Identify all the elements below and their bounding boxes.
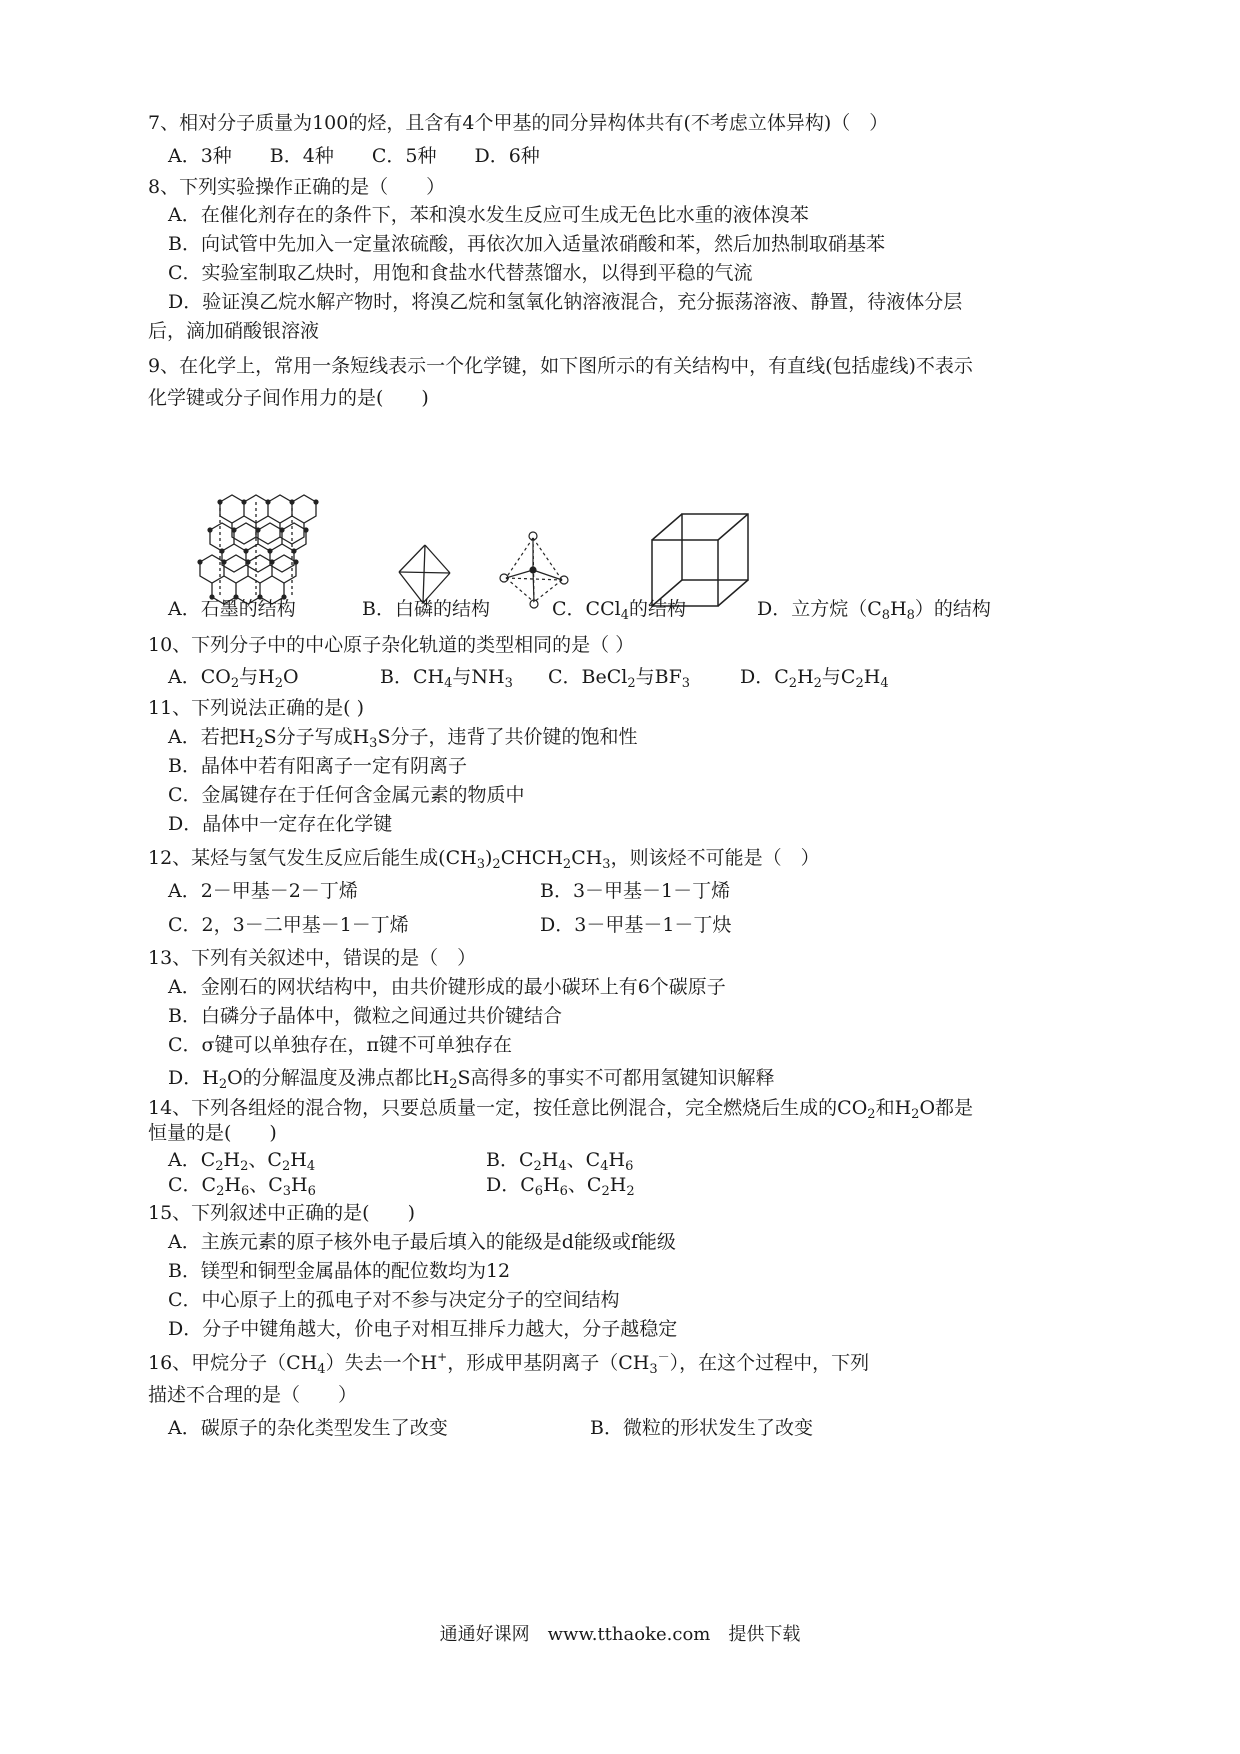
q10-option-a: A．$CO_2$与$H_2O$ <box>168 666 299 691</box>
q9-stem: 9、在化学上，常用一条短线表示一个化学键，如下图所示的有关结构中，有直线(包括虚线)不表示 <box>148 355 973 377</box>
q11-option-b: B．晶体中若有阳离子一定有阴离子 <box>168 755 467 777</box>
q14-option-d: D．$C_6H_6$、$C_2H_2$ <box>486 1174 635 1199</box>
q15-option-b: B．镁型和铜型金属晶体的配位数均为12 <box>168 1260 511 1282</box>
q14-stem-cont: 恒量的是( ) <box>148 1122 277 1144</box>
q10-option-d: D．$C_2H_2$与$C_2H_4$ <box>740 666 889 691</box>
q16-stem: 16、甲烷分子$(CH_4)$失去一个H+，形成甲基阴离子$(CH_3^-)$，在这个过程中，下列 <box>148 1350 870 1377</box>
q8-stem: 8、下列实验操作正确的是（ ） <box>148 176 446 198</box>
q14-option-b: B．$C_2H_4$、$C_4H_6$ <box>486 1149 634 1174</box>
q9-option-a: A．石墨的结构 <box>168 598 296 620</box>
q15-option-a: A．主族元素的原子核外电子最后填入的能级是d能级或f能级 <box>168 1231 676 1253</box>
q11-stem: 11、下列说法正确的是( ) <box>148 697 365 719</box>
q8-option-d: D．验证溴乙烷水解产物时，将溴乙烷和氢氧化钠溶液混合，充分振荡溶液、静置，待液体分层 <box>168 291 963 313</box>
q12-stem: 12、某烃与氢气发生反应后能生成$(CH_3)_2CHCH_2CH_3$，则该烃不可能是（ ） <box>148 847 820 872</box>
q10-stem: 10、下列分子中的中心原子杂化轨道的类型相同的是（ ） <box>148 634 635 656</box>
white-phosphorus-structure-image <box>399 545 450 603</box>
q12-option-a: A．2－甲基－2－丁烯 <box>168 880 358 902</box>
q15-option-c: C．中心原子上的孤电子对不参与决定分子的空间结构 <box>168 1289 620 1311</box>
q9-option-d: D．立方烷$(C_8H_8)$的结构 <box>757 598 991 623</box>
cubane-structure-image <box>652 514 748 606</box>
q11-option-c: C．金属键存在于任何含金属元素的物质中 <box>168 784 525 806</box>
page-footer: 通通好课网 www.tthaoke.com 提供下载 <box>439 1624 801 1645</box>
q12-option-d: D．3－甲基－1－丁炔 <box>540 914 732 936</box>
q16-option-a: A．碳原子的杂化类型发生了改变 <box>168 1417 448 1439</box>
q13-option-a: A．金刚石的网状结构中，由共价键形成的最小碳环上有6个碳原子 <box>168 976 726 998</box>
q7-options: A．3种 B．4种 C．5种 D．6种 <box>168 145 540 167</box>
q9-option-b: B．白磷的结构 <box>362 598 490 620</box>
q14-option-a: A．$C_2H_2$、$C_2H_4$ <box>168 1149 316 1174</box>
q9-option-c: C．CCl$_4$的结构 <box>552 598 686 623</box>
q16-option-b: B．微粒的形状发生了改变 <box>590 1417 813 1439</box>
q14-stem: 14、下列各组烃的混合物，只要总质量一定，按任意比例混合，完全燃烧后生成的$CO_2$和$H_2O$都是 <box>148 1097 974 1122</box>
q10-option-b: B．$CH_4$与$NH_3$ <box>380 666 513 691</box>
q8-option-d-cont: 后，滴加硝酸银溶液 <box>148 320 320 342</box>
q11-option-d: D．晶体中一定存在化学键 <box>168 813 393 835</box>
q12-option-b: B．3－甲基－1－丁烯 <box>540 880 731 902</box>
q16-stem-cont: 描述不合理的是（ ） <box>148 1384 358 1406</box>
q13-stem: 13、下列有关叙述中，错误的是（ ） <box>148 947 477 969</box>
q13-option-d: D．$H_2O$的分解温度及沸点都比$H_2S$高得多的事实不可都用氢键知识解释 <box>168 1067 775 1092</box>
q8-option-b: B．向试管中先加入一定量浓硫酸，再依次加入适量浓硝酸和苯，然后加热制取硝基苯 <box>168 233 885 255</box>
q14-option-c: C．$C_2H_6$、$C_3H_6$ <box>168 1174 316 1199</box>
q13-option-c: C．σ键可以单独存在，π键不可单独存在 <box>168 1034 512 1056</box>
q15-option-d: D．分子中键角越大，价电子对相互排斥力越大，分子越稳定 <box>168 1318 678 1340</box>
q10-option-c: C．BeCl$_2$与$BF_3$ <box>548 666 691 691</box>
q12-option-c: C．2，3－二甲基－1－丁烯 <box>168 914 409 936</box>
q9-stem-cont: 化学键或分子间作用力的是( ) <box>148 387 429 409</box>
q15-stem: 15、下列叙述中正确的是( ) <box>148 1202 416 1224</box>
q8-option-a: A．在催化剂存在的条件下，苯和溴水发生反应可生成无色比水重的液体溴苯 <box>168 204 809 226</box>
q13-option-b: B．白磷分子晶体中，微粒之间通过共价键结合 <box>168 1005 562 1027</box>
q11-option-a: A．若把$H_2S$分子写成$H_3S$分子，违背了共价键的饱和性 <box>168 726 638 751</box>
q7-stem: 7、相对分子质量为100的烃，且含有4个甲基的同分异构体共有(不考虑立体异构)（ ） <box>148 112 889 134</box>
graphite-structure-image <box>197 495 318 604</box>
q8-option-c: C．实验室制取乙炔时，用饱和食盐水代替蒸馏水，以得到平稳的气流 <box>168 262 753 284</box>
